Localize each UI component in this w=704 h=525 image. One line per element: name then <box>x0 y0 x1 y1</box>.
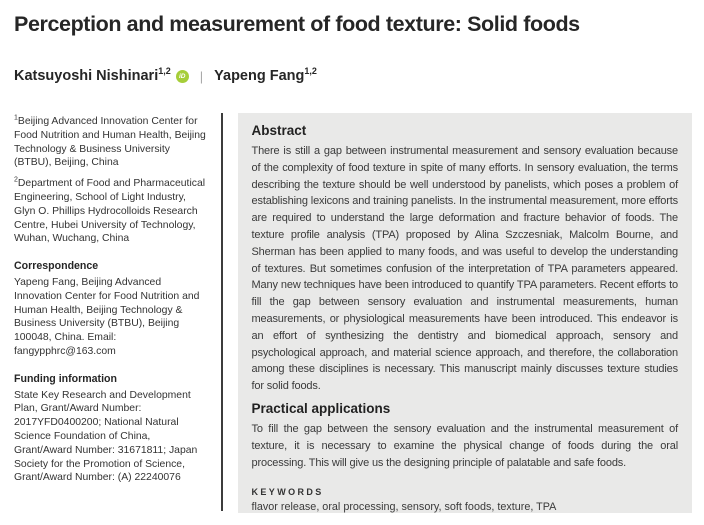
article-sidebar <box>14 113 221 513</box>
author-1-name: Katsuyoshi Nishinari <box>14 68 159 84</box>
article-body <box>14 113 692 513</box>
author-2-name: Yapeng Fang <box>214 68 305 84</box>
affiliation-2 <box>14 177 210 246</box>
article-title: Perception and measurement of food texture: Solid foods <box>14 12 580 36</box>
abstract-panel <box>238 113 693 513</box>
column-divider <box>221 113 223 511</box>
author-line <box>14 68 317 84</box>
affiliation-1-text: Beijing Advanced Innovation Center for Food Nutrition and Human Health, Beijing Technology & Business University (BTBU), Beijing, China <box>14 116 206 169</box>
abstract-heading: Abstract <box>251 123 307 138</box>
keywords-heading: KEYWORDS <box>251 487 324 498</box>
author-2 <box>214 68 317 84</box>
practical-applications-text: To fill the gap between the sensory evaluation and the instrumental measurement of texture, it is necessary to examine the physical change of foods during the oral processing. This will give us the designing principle of palatable and safe foods. <box>251 422 678 469</box>
affiliation-2-sup: 2 <box>14 176 18 184</box>
affiliation-1 <box>14 115 210 170</box>
funding-heading: Funding information <box>14 372 117 385</box>
author-1 <box>14 68 171 84</box>
practical-applications-heading: Practical applications <box>251 400 391 416</box>
author-1-affiliation-sup: 1,2 <box>158 66 171 77</box>
orcid-icon[interactable]: iD <box>176 70 189 83</box>
author-separator: | <box>199 68 204 84</box>
correspondence-address: Yapeng Fang, Beijing Advanced Innovation Center for Food Nutrition and Human Health, Beijing Technology & Business University (BTBU), Beijing 100048, China. <box>14 276 200 344</box>
abstract-text: There is still a gap between instrumental measurement and sensory evaluation because of the complexity of food texture in spite of many efforts. In sensory evaluation, the terms describing the texture should be well understood by panelists, which poses a problem of establishing lexicons and training panelists. In the instrumental measurement, more efforts are required to understand the large deformation and fracture behavior of foods. The texture profile analysis (TPA) proposed by Alina Szczesniak, Malcolm Bourne, and Sherman has been applied to many foods, and was useful to develop the understanding of textures. But sometimes confusion of the interpretation of TPA parameters appeared. Many new techniques have been introduced to quantify TPA parameters. Recent efforts to fill the gap between sensory evaluation and instrumental measurements, human measurements, or physiological measurements have been introduced. This endeavor is an effort of synthesizing the dentistry and biomedical approach, sensory and psychological approach, and material science approach, and therefore, the collaboration among these disciplines is necessary. This manuscript mainly discusses texture studies for solid foods. <box>251 145 678 393</box>
affiliation-2-text: Department of Food and Pharmaceutical Engineering, School of Light Industry, Glyn O. Phillips Hydrocolloids Research Centre, Hubei University of Technology, Wuhan, Wuchang, China <box>14 178 206 245</box>
correspondence-text <box>14 276 210 359</box>
correspondence-heading: Correspondence <box>14 260 99 273</box>
keywords-text: flavor release, oral processing, sensory, soft foods, texture, TPA <box>251 501 557 513</box>
author-2-affiliation-sup: 1,2 <box>304 66 317 77</box>
funding-text: State Key Research and Development Plan, Grant/Award Number: 2017YFD0400200; National Natural Science Foundation of China, Grant/Award Number: 31671811; Japan Society for the Promotion of Science, Grant/Award Number: (A) 22240076 <box>14 389 198 484</box>
affiliation-1-sup: 1 <box>14 114 18 122</box>
correspondence-email: Email: fangypphrc@163.com <box>14 332 117 357</box>
